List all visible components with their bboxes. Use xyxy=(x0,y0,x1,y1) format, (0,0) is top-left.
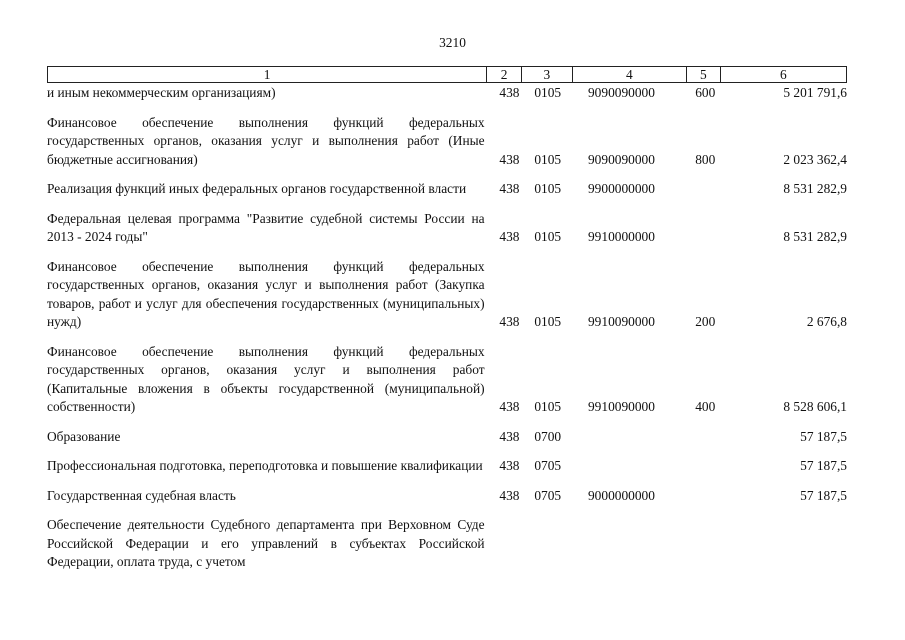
row-col-4: 9910090000 xyxy=(587,314,655,329)
row-col-3: 0105 xyxy=(534,151,562,167)
row-col-5: 400 xyxy=(695,399,716,414)
row-col-2: 438 xyxy=(499,399,520,414)
row-col-5: 600 xyxy=(695,85,716,100)
table-row xyxy=(47,457,847,476)
row-col-6: 8 528 606,1 xyxy=(783,399,847,414)
row-col-4: 9910090000 xyxy=(587,399,655,414)
row-name: Финансовое обеспечение выполнения функций федеральных государственных органов, оказания услуг и выполнения работ (Иные бюджетные ассигнования) xyxy=(47,114,485,167)
row-col-3: 0705 xyxy=(534,487,562,503)
row-col-3: 0700 xyxy=(534,428,562,444)
row-col-5: 800 xyxy=(695,151,716,167)
table-row xyxy=(47,258,847,332)
row-name: и иным некоммерческим организациям) xyxy=(47,85,276,100)
row-name: Финансовое обеспечение выполнения функций федеральных государственных органов, оказания услуг и выполнения работ (Закупка товаров, работ и услуг для обеспечения государственных (муниципальных) нужд) xyxy=(47,258,485,329)
table-row xyxy=(47,487,847,506)
row-col-6: 5 201 791,6 xyxy=(783,85,847,100)
row-name: Федеральная целевая программа "Развитие судебной системы России на 2013 - 2024 годы" xyxy=(47,210,485,244)
header-col-5: 5 xyxy=(686,67,720,82)
row-col-3: 0105 xyxy=(534,399,562,414)
row-col-6: 57 187,5 xyxy=(800,428,847,444)
row-col-2: 438 xyxy=(499,181,520,196)
row-name: Обеспечение деятельности Судебного департамента при Верховном Суде Российской Федерации и его управлений в субъектах Российской Федерации, оплата труда, с учетом xyxy=(47,517,485,569)
row-name: Финансовое обеспечение выполнения функций федеральных государственных органов, оказания услуг и выполнения работ (Капитальные вложения в объекты государственной (муниципальной) собственности) xyxy=(47,343,485,414)
row-col-6: 2 023 362,4 xyxy=(783,151,847,167)
row-col-2: 438 xyxy=(499,85,520,100)
row-col-6: 57 187,5 xyxy=(800,458,847,473)
table-row xyxy=(47,516,847,572)
row-col-6: 8 531 282,9 xyxy=(783,229,847,244)
table-row xyxy=(47,428,847,447)
page-number: 3210 xyxy=(439,35,466,50)
table-row xyxy=(47,84,847,103)
row-col-4: 9900000000 xyxy=(587,181,655,196)
row-col-3: 0105 xyxy=(534,181,562,196)
row-col-4: 9000000000 xyxy=(587,487,655,503)
row-col-4: 9090090000 xyxy=(587,85,655,100)
header-col-6: 6 xyxy=(720,67,846,82)
header-col-1: 1 xyxy=(263,67,271,82)
row-name: Реализация функций иных федеральных органов государственной власти xyxy=(47,181,467,196)
row-col-2: 438 xyxy=(499,314,520,329)
table-header xyxy=(47,66,847,83)
header-col-2: 2 xyxy=(486,67,521,82)
row-col-5: 200 xyxy=(695,314,716,329)
row-col-2: 438 xyxy=(499,487,520,503)
table-row xyxy=(47,180,847,199)
header-col-3: 3 xyxy=(521,67,572,82)
row-col-3: 0705 xyxy=(534,458,562,473)
row-name: Образование xyxy=(47,428,121,444)
row-col-6: 2 676,8 xyxy=(806,314,847,329)
row-col-2: 438 xyxy=(499,229,520,244)
table-row xyxy=(47,343,847,417)
row-col-6: 57 187,5 xyxy=(800,487,847,503)
row-col-3: 0105 xyxy=(534,85,562,100)
row-col-4: 9090090000 xyxy=(587,151,655,167)
table-row xyxy=(47,114,847,170)
row-col-2: 438 xyxy=(499,458,520,473)
row-col-2: 438 xyxy=(499,428,520,444)
table-body xyxy=(47,84,847,583)
row-col-6: 8 531 282,9 xyxy=(783,181,847,196)
row-col-3: 0105 xyxy=(534,229,562,244)
row-name: Государственная судебная власть xyxy=(47,487,236,503)
header-col-4: 4 xyxy=(572,67,686,82)
row-col-2: 438 xyxy=(499,151,520,167)
table-row xyxy=(47,210,847,247)
row-col-3: 0105 xyxy=(534,314,562,329)
row-col-4: 9910000000 xyxy=(587,229,655,244)
row-name: Профессиональная подготовка, переподготовка и повышение квалификации xyxy=(47,458,483,473)
